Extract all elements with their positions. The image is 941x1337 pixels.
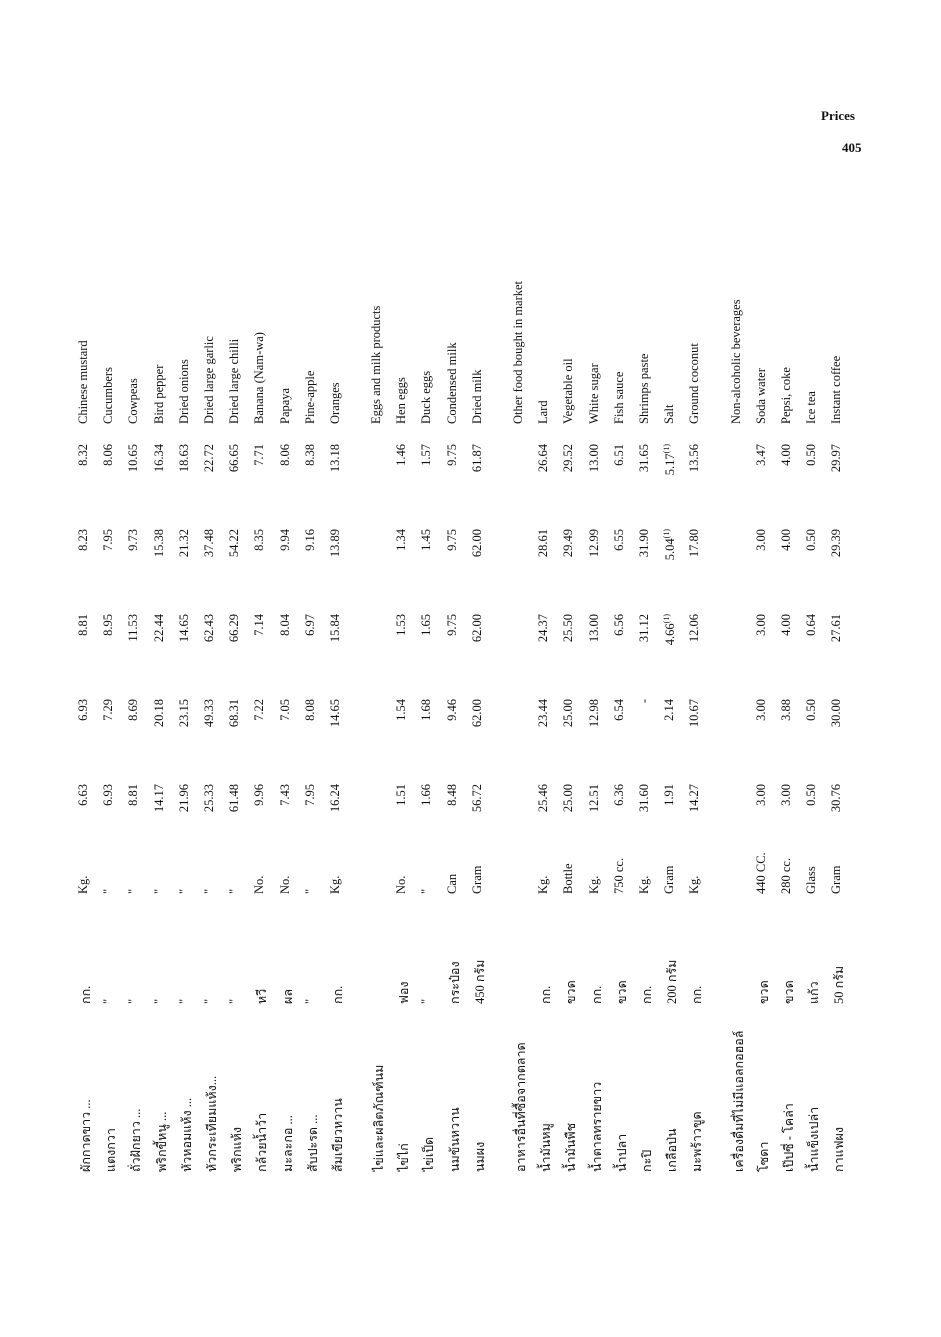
item-name-english: Dried milk — [469, 369, 484, 424]
section-heading-row — [723, 192, 748, 1172]
table-row — [681, 192, 706, 1172]
price-value: 14.65 — [327, 699, 342, 728]
price-value: 13.56 — [687, 444, 702, 473]
item-name-thai: พริกแห้ง — [230, 1127, 245, 1172]
item-name-thai: น้ำแข็งเปล่า — [807, 1106, 822, 1172]
price-value: 0.50 — [804, 784, 819, 806]
price-value: 12.51 — [586, 784, 601, 813]
table-row — [388, 192, 413, 1172]
price-value: 14.17 — [151, 784, 166, 813]
unit-thai: กก. — [539, 985, 554, 1004]
footnote-marker: (1) — [662, 614, 672, 624]
price-value: 4.00 — [778, 614, 793, 636]
unit-english: Kg. — [76, 875, 90, 894]
unit-thai: กก. — [589, 985, 604, 1004]
price-value: 30.76 — [829, 784, 844, 813]
item-name-thai: น้ำตาลทรายขาว — [589, 1081, 604, 1172]
price-value: 2.14 — [662, 699, 677, 721]
price-value: 21.96 — [176, 784, 191, 813]
price-value: 31.60 — [636, 784, 651, 813]
item-name-thai: หัวกระเทียมแห้ง... — [204, 1075, 219, 1172]
price-value: 15.38 — [151, 529, 166, 558]
price-value: 68.31 — [227, 699, 242, 728]
item-name-thai: สับปะรด ... — [305, 1114, 320, 1172]
price-value: 62.43 — [201, 614, 216, 643]
price-value: 7.22 — [252, 699, 267, 721]
price-value: 7.95 — [302, 784, 317, 806]
unit-english: 750 cc. — [611, 857, 626, 894]
unit-thai: " — [151, 998, 166, 1004]
unit-english: Kg. — [636, 875, 651, 894]
item-name-thai: โซดา — [756, 1141, 771, 1172]
unit-thai: " — [419, 998, 434, 1004]
rotated-price-table — [70, 192, 870, 1172]
unit-english: " — [302, 888, 317, 894]
price-value: 56.72 — [469, 784, 484, 813]
price-value: 5.17$^{(1)}$ — [662, 444, 678, 476]
unit-thai: ขวด — [564, 980, 579, 1004]
item-name-english: White sugar — [586, 363, 601, 424]
section-heading-thai: เครื่องดื่มที่ไม่มีแอลกอฮอล์ — [731, 1030, 746, 1172]
item-name-english: Fish sauce — [611, 371, 626, 424]
price-value: 3.88 — [778, 699, 793, 721]
table-row — [748, 192, 773, 1172]
price-value: 8.35 — [252, 529, 267, 551]
table-row — [656, 192, 681, 1172]
table-row — [171, 192, 196, 1172]
price-value: 23.44 — [536, 699, 551, 728]
item-name-english: Soda water — [753, 368, 768, 424]
item-name-thai: มะพร้าวขูด — [690, 1111, 705, 1172]
unit-english: Gram — [662, 865, 677, 894]
unit-english: Kg. — [687, 875, 702, 894]
price-value: 7.71 — [252, 444, 267, 466]
price-value: 24.37 — [536, 614, 551, 643]
price-value: 1.65 — [419, 614, 434, 636]
price-value: 1.34 — [394, 529, 409, 551]
price-value: 1.66 — [419, 784, 434, 806]
item-name-english: Pine-apple — [302, 370, 317, 424]
price-value: 9.75 — [444, 529, 459, 551]
price-value: 6.51 — [611, 444, 626, 466]
table-row — [246, 192, 271, 1172]
price-value: 9.16 — [302, 529, 317, 551]
unit-thai: แก้ว — [807, 981, 822, 1004]
price-value: 25.00 — [561, 699, 576, 728]
price-value: 1.46 — [394, 444, 409, 466]
table-row — [555, 192, 580, 1172]
price-value: 66.29 — [227, 614, 242, 643]
price-value: 0.50 — [804, 444, 819, 466]
item-name-thai: เป๊ปซี่ - โคล่า — [781, 1103, 796, 1172]
section-heading-english: Eggs and milk products — [369, 305, 384, 424]
item-name-thai: ถั่วฝักยาว ... — [129, 1108, 144, 1172]
unit-english: " — [151, 888, 166, 894]
item-name-english: Oranges — [327, 382, 342, 424]
unit-english: Glass — [804, 866, 819, 894]
section-heading-row — [505, 192, 530, 1172]
item-name-english: Hen eggs — [394, 377, 409, 424]
table-row — [581, 192, 606, 1172]
price-value: 16.24 — [327, 784, 342, 813]
unit-english: " — [419, 888, 434, 894]
price-value: 3.00 — [778, 784, 793, 806]
price-value: 6.56 — [611, 614, 626, 636]
price-value: 7.29 — [101, 699, 116, 721]
item-name-english: Pepsi, coke — [778, 367, 793, 424]
table-row — [272, 192, 297, 1172]
unit-thai: ฟอง — [397, 981, 412, 1004]
item-name-english: Banana (Nam-wa) — [252, 332, 267, 424]
item-name-english: Lard — [536, 400, 551, 424]
footnote-marker: (1) — [662, 529, 672, 539]
price-value: 25.50 — [561, 614, 576, 643]
price-value: 26.64 — [536, 444, 551, 473]
price-value: 7.05 — [277, 699, 292, 721]
price-value: 1.68 — [419, 699, 434, 721]
price-value: 31.65 — [636, 444, 651, 473]
price-value: 25.46 — [536, 784, 551, 813]
price-value: 7.43 — [277, 784, 292, 806]
price-value: 31.12 — [636, 614, 651, 643]
price-value: 29.97 — [829, 444, 844, 473]
unit-english: No. — [252, 875, 267, 894]
price-value: 8.81 — [126, 784, 141, 806]
price-value: - — [636, 699, 651, 704]
price-value: 10.67 — [687, 699, 702, 728]
unit-english: 440 CC. — [753, 852, 768, 894]
price-value: 9.75 — [444, 614, 459, 636]
price-value: 21.32 — [176, 529, 191, 558]
unit-thai: 450 กรัม — [472, 959, 487, 1004]
price-value: 13.00 — [586, 614, 601, 643]
unit-thai: กก. — [690, 985, 705, 1004]
item-name-english: Dried large chilli — [227, 338, 242, 424]
footnote-marker: (1) — [662, 444, 672, 454]
unit-thai: ผล — [280, 989, 295, 1004]
item-name-thai: กาแฟผง — [832, 1127, 847, 1172]
price-value: 1.53 — [394, 614, 409, 636]
price-value: 61.87 — [469, 444, 484, 473]
price-value: 9.75 — [444, 444, 459, 466]
unit-english: No. — [394, 875, 409, 894]
price-value: 14.27 — [687, 784, 702, 813]
price-value: 0.50 — [804, 529, 819, 551]
section-heading-english: Non-alcoholic beverages — [728, 299, 743, 424]
item-name-english: Ground coconut — [687, 343, 702, 424]
price-value: 1.57 — [419, 444, 434, 466]
price-value: 22.72 — [201, 444, 216, 473]
table-row — [798, 192, 823, 1172]
table-row — [322, 192, 347, 1172]
unit-english: Kg. — [327, 875, 342, 894]
price-value: 7.95 — [101, 529, 116, 551]
price-value: 9.96 — [252, 784, 267, 806]
table-row — [120, 192, 145, 1172]
price-value: 6.93 — [76, 699, 90, 721]
price-value: 14.65 — [176, 614, 191, 643]
price-value: 16.34 — [151, 444, 166, 473]
unit-english: 280 cc. — [778, 857, 793, 894]
price-value: 10.65 — [126, 444, 141, 473]
price-value: 27.61 — [829, 614, 844, 643]
item-name-thai: ไข่เป็ด — [422, 1136, 437, 1172]
item-name-english: Duck eggs — [419, 370, 434, 424]
price-value: 8.69 — [126, 699, 141, 721]
item-name-thai: ส้มเขียวหวาน — [330, 1098, 345, 1172]
item-name-english: Condensed milk — [444, 342, 459, 424]
unit-thai: ขวด — [614, 980, 629, 1004]
price-value: 9.73 — [126, 529, 141, 551]
section-heading-thai: อาหารอื่นที่ซื้อจากตลาด — [514, 1042, 528, 1172]
unit-english: Gram — [469, 865, 484, 894]
unit-english: " — [176, 888, 191, 894]
section-heading-thai: ไข่และผลิตภัณฑ์นม — [372, 1064, 387, 1172]
table-row — [297, 192, 322, 1172]
item-name-thai: นมผง — [472, 1141, 487, 1172]
table-row — [631, 192, 656, 1172]
price-value: 20.18 — [151, 699, 166, 728]
table-row — [95, 192, 120, 1172]
item-name-english: Chinese mustard — [76, 340, 90, 424]
price-value: 1.45 — [419, 529, 434, 551]
item-name-thai: พริกขี้หนู ... — [154, 1111, 169, 1172]
section-heading-row — [363, 192, 388, 1172]
item-name-english: Vegetable oil — [561, 358, 576, 424]
unit-thai: " — [201, 998, 216, 1004]
unit-thai: " — [101, 998, 116, 1004]
price-value: 8.81 — [76, 614, 90, 636]
price-value: 8.06 — [101, 444, 116, 466]
price-value: 29.39 — [829, 529, 844, 558]
unit-english: Bottle — [561, 863, 576, 894]
unit-english: " — [101, 888, 116, 894]
price-value: 17.80 — [687, 529, 702, 558]
item-name-english: Bird pepper — [151, 364, 166, 424]
item-name-thai: กล้วยน้ำว้า — [255, 1112, 270, 1172]
price-value: 22.44 — [151, 614, 166, 643]
unit-thai: " — [302, 998, 317, 1004]
price-value: 3.00 — [753, 699, 768, 721]
price-value: 5.04$^{(1)}$ — [662, 529, 678, 561]
item-name-thai: มะละกอ ... — [280, 1115, 295, 1172]
price-value: 31.90 — [636, 529, 651, 558]
price-value: 12.98 — [586, 699, 601, 728]
price-value: 6.36 — [611, 784, 626, 806]
price-value: 8.38 — [302, 444, 317, 466]
price-value: 12.06 — [687, 614, 702, 643]
price-value: 6.63 — [76, 784, 90, 806]
unit-english: Gram — [829, 865, 844, 894]
item-name-english: Papaya — [277, 387, 292, 424]
price-value: 6.97 — [302, 614, 317, 636]
price-value: 18.63 — [176, 444, 191, 473]
price-value: 49.33 — [201, 699, 216, 728]
price-value: 4.00 — [778, 529, 793, 551]
price-value: 8.06 — [277, 444, 292, 466]
price-value: 4.00 — [778, 444, 793, 466]
item-name-english: Instant coffee — [829, 355, 844, 424]
table-row — [221, 192, 246, 1172]
page-number: 405 — [842, 140, 862, 155]
item-name-thai: ผักกาดขาว ... — [79, 1099, 93, 1172]
table-row — [464, 192, 489, 1172]
unit-english: " — [201, 888, 216, 894]
item-name-english: Salt — [662, 404, 677, 424]
price-value: 3.00 — [753, 614, 768, 636]
price-value: 54.22 — [227, 529, 242, 558]
price-value: 6.54 — [611, 699, 626, 721]
table-row — [530, 192, 555, 1172]
table-row — [146, 192, 171, 1172]
item-name-english: Dried large garlic — [201, 336, 216, 424]
price-value: 25.00 — [561, 784, 576, 813]
price-value: 8.23 — [76, 529, 90, 551]
price-value: 7.14 — [252, 614, 267, 636]
item-name-english: Ice tea — [804, 391, 819, 424]
price-value: 3.00 — [753, 784, 768, 806]
price-value: 8.48 — [444, 784, 459, 806]
table-row — [773, 192, 798, 1172]
table-row — [606, 192, 631, 1172]
item-name-english: Dried onions — [176, 359, 191, 424]
price-value: 3.47 — [753, 444, 768, 466]
price-value: 1.91 — [662, 784, 677, 806]
unit-thai: กก. — [330, 985, 345, 1004]
price-value: 6.55 — [611, 529, 626, 551]
unit-english: " — [126, 888, 141, 894]
price-value: 37.48 — [201, 529, 216, 558]
price-value: 8.32 — [76, 444, 90, 466]
unit-english: Kg. — [586, 875, 601, 894]
unit-english: " — [227, 888, 242, 894]
price-value: 13.89 — [327, 529, 342, 558]
section-gap — [347, 192, 363, 1172]
price-value: 62.00 — [469, 529, 484, 558]
price-value: 9.46 — [444, 699, 459, 721]
item-name-thai: กะปิ — [639, 1149, 654, 1172]
unit-thai: " — [176, 998, 191, 1004]
unit-thai: กก. — [79, 985, 93, 1004]
item-name-thai: หัวหอมแห้ง ... — [179, 1097, 194, 1172]
unit-english: Kg. — [536, 875, 551, 894]
price-value: 66.65 — [227, 444, 242, 473]
table-row — [70, 192, 95, 1172]
item-name-english: Cucumbers — [101, 367, 116, 424]
unit-thai: กก. — [639, 985, 654, 1004]
price-value: 9.94 — [277, 529, 292, 551]
item-name-thai: ไข่ไก่ — [397, 1143, 412, 1172]
unit-thai: " — [227, 998, 242, 1004]
unit-thai: หวี — [255, 988, 270, 1004]
item-name-thai: น้ำปลา — [614, 1133, 629, 1172]
price-value: 30.00 — [829, 699, 844, 728]
price-value: 61.48 — [227, 784, 242, 813]
price-value: 8.08 — [302, 699, 317, 721]
price-value: 13.18 — [327, 444, 342, 473]
unit-thai: 50 กรัม — [832, 965, 847, 1004]
price-value: 8.95 — [101, 614, 116, 636]
price-value: 25.33 — [201, 784, 216, 813]
price-value: 62.00 — [469, 614, 484, 643]
page-running-title: Prices — [821, 108, 855, 123]
price-value: 11.53 — [126, 614, 141, 642]
unit-thai: ขวด — [756, 980, 771, 1004]
unit-thai: " — [126, 998, 141, 1004]
table-row — [196, 192, 221, 1172]
section-gap — [707, 192, 723, 1172]
item-name-english: Shrimps paste — [636, 353, 651, 424]
price-value: 15.84 — [327, 614, 342, 643]
unit-thai: 200 กรัม — [665, 959, 680, 1004]
table-row — [413, 192, 438, 1172]
table-row — [439, 192, 464, 1172]
price-value: 29.49 — [561, 529, 576, 558]
price-value: 28.61 — [536, 529, 551, 558]
unit-thai: กระป๋อง — [447, 961, 462, 1004]
item-name-thai: น้ำมันพืช — [564, 1122, 579, 1172]
item-name-thai: เกลือป่น — [665, 1128, 680, 1172]
price-value: 1.51 — [394, 784, 409, 806]
price-table — [70, 192, 848, 1172]
item-name-thai: นมข้นหวาน — [447, 1107, 462, 1172]
price-value: 62.00 — [469, 699, 484, 728]
price-value: 0.64 — [804, 614, 819, 636]
section-heading-english: Other food bought in market — [511, 280, 525, 424]
price-value: 13.00 — [586, 444, 601, 473]
section-gap — [489, 192, 505, 1172]
price-value: 23.15 — [176, 699, 191, 728]
price-value: 0.50 — [804, 699, 819, 721]
price-value: 6.93 — [101, 784, 116, 806]
item-name-thai: น้ำมันหมู — [539, 1123, 554, 1172]
table-row — [823, 192, 848, 1172]
unit-thai: ขวด — [781, 980, 796, 1004]
unit-english: Can — [444, 873, 459, 894]
price-value: 3.00 — [753, 529, 768, 551]
price-value: 12.99 — [586, 529, 601, 558]
price-value: 4.66$^{(1)}$ — [662, 614, 678, 646]
item-name-thai: แตงกวา — [104, 1128, 119, 1172]
unit-english: No. — [277, 875, 292, 894]
price-value: 8.04 — [277, 614, 292, 636]
item-name-english: Cowpeas — [126, 378, 141, 424]
price-value: 29.52 — [561, 444, 576, 473]
price-value: 1.54 — [394, 699, 409, 721]
